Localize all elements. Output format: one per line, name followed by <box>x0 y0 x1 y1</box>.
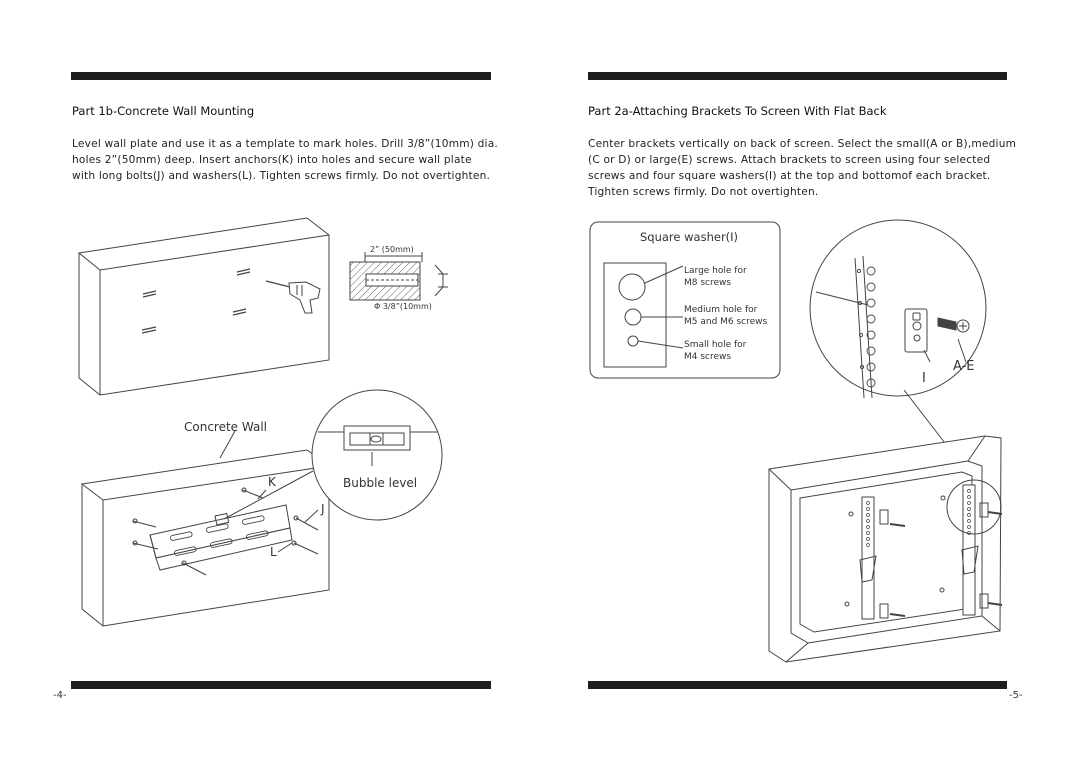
large-hole-line-1: Large hole for <box>684 266 747 276</box>
right-section-title: Part 2a-Attaching Brackets To Screen With Flat Back <box>588 104 887 118</box>
medium-hole-line-1: Medium hole for <box>684 305 758 315</box>
left-instructions-line-3: with long bolts(J) and washers(L). Tighten screws firmly. Do not overtighten. <box>72 170 491 182</box>
washer-i-label: I <box>922 371 926 386</box>
left-section-title: Part 1b-Concrete Wall Mounting <box>72 104 255 118</box>
concrete-wall-label: Concrete Wall <box>184 420 267 434</box>
left-instructions-line-1: Level wall plate and use it as a template to mark holes. Drill 3/8”(10mm) dia. <box>72 138 498 150</box>
right-instructions-line-2: (C or D) or large(E) screws. Attach brackets to screen using four selected <box>588 154 991 166</box>
left-page-number: -4- <box>53 690 67 701</box>
right-page-number: -5- <box>1009 690 1023 701</box>
screws-a-e-label: A-E <box>953 359 975 374</box>
medium-hole-line-2: M5 and M6 screws <box>684 317 768 327</box>
large-hole-line-2: M8 screws <box>684 278 732 288</box>
square-washer-title: Square washer(I) <box>640 230 739 244</box>
right-instructions-line-1: Center brackets vertically on back of screen. Select the small(A or B),medium <box>588 138 1017 150</box>
small-hole-line-2: M4 screws <box>684 352 732 362</box>
washer-l-label: L <box>270 545 277 559</box>
left-instructions-line-2: holes 2”(50mm) deep. Insert anchors(K) into holes and secure wall plate <box>72 154 472 166</box>
small-hole-line-1: Small hole for <box>684 340 747 350</box>
bubble-level-label: Bubble level <box>343 476 418 490</box>
right-instructions-line-3: screws and four square washers(I) at the top and bottomof each bracket. <box>588 170 991 182</box>
right-instructions-line-4: Tighten screws firmly. Do not overtighten. <box>588 186 819 198</box>
drill-depth-label: 2” (50mm) <box>370 245 414 254</box>
anchor-k-label: K <box>268 475 276 489</box>
drill-diameter-label: Φ 3/8”(10mm) <box>374 302 432 311</box>
bolt-j-label: J <box>321 502 325 516</box>
